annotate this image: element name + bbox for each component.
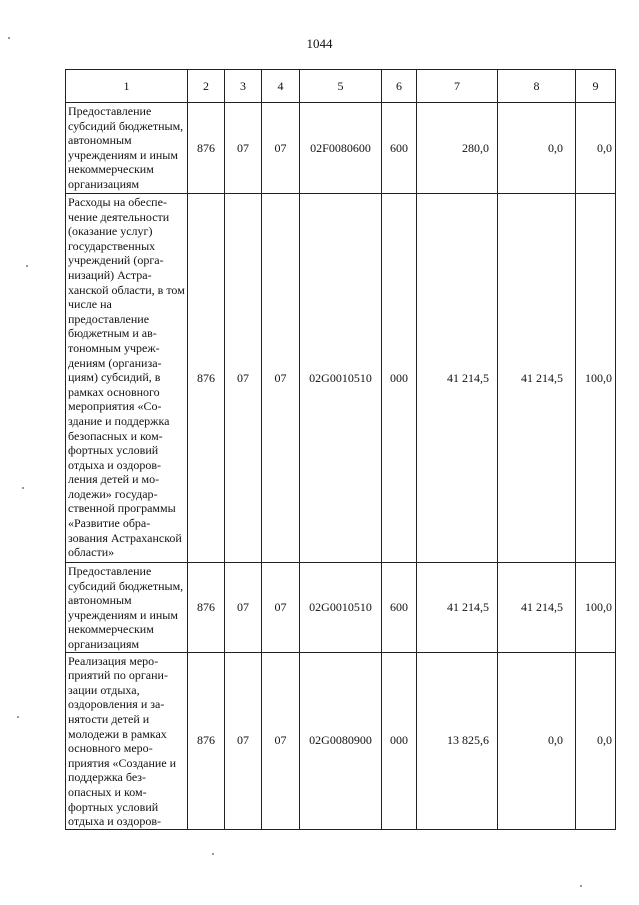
executed-amount: 0,0 <box>498 652 576 829</box>
planned-amount: 41 214,5 <box>417 194 498 563</box>
section-code: 07 <box>225 194 262 563</box>
budget-table <box>65 69 616 830</box>
execution-percent: 0,0 <box>576 103 616 194</box>
expense-type-code: 000 <box>382 652 417 829</box>
target-article-code: 02G0080900 <box>300 652 382 829</box>
column-header: 4 <box>262 70 300 103</box>
execution-percent: 100,0 <box>576 563 616 653</box>
target-article-code: 02G0010510 <box>300 563 382 653</box>
scan-speck <box>580 885 582 887</box>
table-row <box>66 652 616 829</box>
column-header: 1 <box>66 70 188 103</box>
subsection-code: 07 <box>262 194 300 563</box>
subsection-code: 07 <box>262 652 300 829</box>
row-name: Предоставление субсидий бюджетным, автономным учреждениям и иным некоммерческим организациям <box>66 563 188 653</box>
table-row <box>66 563 616 653</box>
expense-type-code: 600 <box>382 103 417 194</box>
page-number: 1044 <box>306 36 333 51</box>
subsection-code: 07 <box>262 103 300 194</box>
column-header: 2 <box>188 70 225 103</box>
executed-amount: 41 214,5 <box>498 563 576 653</box>
column-header: 7 <box>417 70 498 103</box>
column-header: 6 <box>382 70 417 103</box>
scan-speck <box>212 853 214 855</box>
target-article-code: 02G0010510 <box>300 194 382 563</box>
execution-percent: 100,0 <box>576 194 616 563</box>
ministry-code: 876 <box>188 563 225 653</box>
table-header-row <box>66 70 616 103</box>
ministry-code: 876 <box>188 103 225 194</box>
planned-amount: 41 214,5 <box>417 563 498 653</box>
planned-amount: 13 825,6 <box>417 652 498 829</box>
planned-amount: 280,0 <box>417 103 498 194</box>
scan-speck <box>8 37 10 39</box>
expense-type-code: 600 <box>382 563 417 653</box>
target-article-code: 02F0080600 <box>300 103 382 194</box>
ministry-code: 876 <box>188 652 225 829</box>
row-name: Реализация мероприятий по организации отдыха, оздоровления и занятости детей и молодежи в рамках основного мероприятия «Создание и поддержка безопасных и комфортных условий отдыха и оздоров- <box>66 652 188 829</box>
column-header: 8 <box>498 70 576 103</box>
table-row <box>66 194 616 563</box>
column-header: 5 <box>300 70 382 103</box>
section-code: 07 <box>225 652 262 829</box>
scan-speck <box>26 265 28 267</box>
executed-amount: 41 214,5 <box>498 194 576 563</box>
scan-speck <box>17 716 19 718</box>
scan-speck <box>22 487 24 489</box>
row-name: Расходы на обеспечение деятельности (оказание услуг) государственных учреждений (организаций) Астраханской области, в том числе на предоставление бюджетным и автономным учреждениям (организациям) субсидий, в рамках основного мероприятия «Создание и поддержка безопасных и комфортных условий отдыха и оздоровления детей и молодежи» государственной программы «Развитие образования Астраханской области» <box>66 194 188 563</box>
executed-amount: 0,0 <box>498 103 576 194</box>
table-row <box>66 103 616 194</box>
expense-type-code: 000 <box>382 194 417 563</box>
row-name: Предоставление субсидий бюджетным, автономным учреждениям и иным некоммерческим организациям <box>66 103 188 194</box>
execution-percent: 0,0 <box>576 652 616 829</box>
section-code: 07 <box>225 103 262 194</box>
section-code: 07 <box>225 563 262 653</box>
column-header: 9 <box>576 70 616 103</box>
column-header: 3 <box>225 70 262 103</box>
subsection-code: 07 <box>262 563 300 653</box>
ministry-code: 876 <box>188 194 225 563</box>
